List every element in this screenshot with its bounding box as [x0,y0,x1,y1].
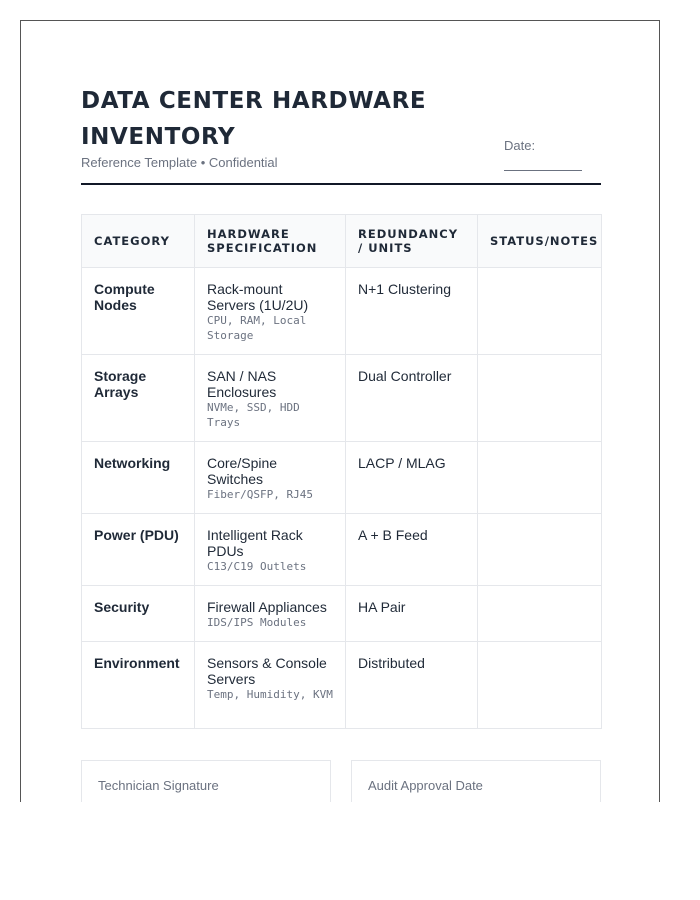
table-header-row [82,215,602,268]
document-title: DATA CENTER HARDWARE INVENTORY [81,88,427,150]
spec-text: Intelligent Rack PDUs [207,527,303,559]
redundancy-cell: Dual Controller [346,355,478,442]
status-notes-cell[interactable] [478,586,602,642]
date-field[interactable] [504,170,582,171]
category-cell: Storage Arrays [82,355,195,442]
table-row [82,514,602,586]
audit-approval-date-label: Audit Approval Date [368,778,483,793]
redundancy-cell: HA Pair [346,586,478,642]
document-subtitle: Reference Template • Confidential [81,155,278,170]
inventory-table [81,214,602,729]
table-row [82,355,602,442]
audit-approval-date-box[interactable] [351,760,601,802]
spec-cell [195,355,346,442]
column-header-category: CATEGORY [82,215,195,268]
spec-cell [195,642,346,729]
spec-text: Firewall Appliances [207,599,327,615]
table-row [82,268,602,355]
table-row [82,586,602,642]
status-notes-cell[interactable] [478,442,602,514]
redundancy-cell: LACP / MLAG [346,442,478,514]
spec-detail: Temp, Humidity, KVM [207,688,333,701]
column-header-status-notes: STATUS/NOTES [478,215,602,268]
spec-detail: C13/C19 Outlets [207,560,307,573]
spec-detail: CPU, RAM, Local Storage [207,314,307,342]
status-notes-cell[interactable] [478,514,602,586]
spec-detail: IDS/IPS Modules [207,616,307,629]
spec-text: Core/Spine Switches [207,455,278,487]
category-cell: Compute Nodes [82,268,195,355]
category-cell: Security [82,586,195,642]
spec-cell [195,442,346,514]
table-row [82,442,602,514]
redundancy-cell: A + B Feed [346,514,478,586]
category-cell: Networking [82,442,195,514]
spec-cell [195,514,346,586]
redundancy-cell: Distributed [346,642,478,729]
spec-text: Rack-mount Servers (1U/2U) [207,281,309,313]
table-row [82,642,602,729]
date-label: Date: [504,138,536,153]
category-cell: Environment [82,642,195,729]
spec-detail: Fiber/QSFP, RJ45 [207,488,313,501]
spec-text: Sensors & Console Servers [207,655,327,687]
document-page [20,20,660,802]
category-cell: Power (PDU) [82,514,195,586]
status-notes-cell[interactable] [478,268,602,355]
spec-detail: NVMe, SSD, HDD Trays [207,401,300,429]
status-notes-cell[interactable] [478,355,602,442]
spec-text: SAN / NAS Enclosures [207,368,277,400]
spec-cell [195,586,346,642]
technician-signature-label: Technician Signature [98,778,219,793]
status-notes-cell[interactable] [478,642,602,729]
column-header-redundancy: REDUNDANCY / UNITS [346,215,478,268]
column-header-hardware-specification: HARDWARE SPECIFICATION [195,215,346,268]
spec-cell [195,268,346,355]
technician-signature-box[interactable] [81,760,331,802]
redundancy-cell: N+1 Clustering [346,268,478,355]
document-header [81,83,601,185]
